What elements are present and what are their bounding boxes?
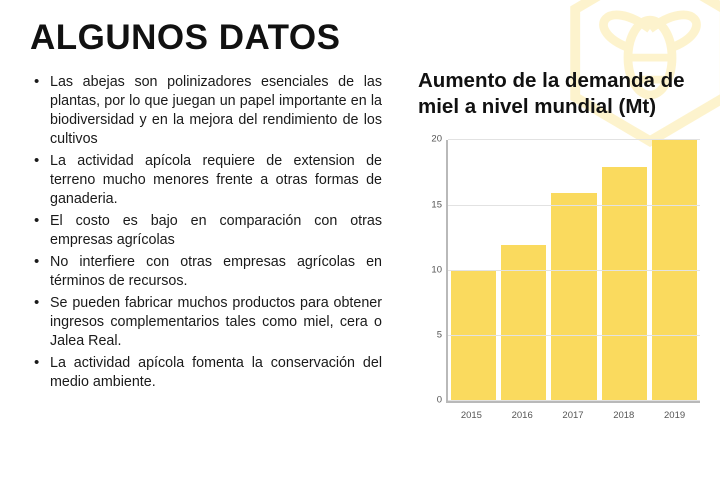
chart-bar <box>501 245 546 402</box>
list-item: • La actividad apícola requiere de extension de terreno mucho menores frente a otras formas de ganaderia. <box>48 152 382 209</box>
chart-x-tick-label: 2015 <box>460 409 482 421</box>
list-item: • Se pueden fabricar muchos productos para obtener ingresos complementarios tales como miel, cera o Jalea Real. <box>48 294 382 351</box>
list-item: • No interfiere con otras empresas agrícolas en términos de recursos. <box>48 253 382 291</box>
chart-gridline <box>436 394 700 406</box>
chart-gridline <box>431 264 700 276</box>
left-content-column <box>30 18 382 395</box>
chart-x-tick-label: 2019 <box>664 409 686 421</box>
chart-bar <box>602 167 647 402</box>
list-item: • Las abejas son polinizadores esenciales de las plantas, por lo que juegan un papel importante en la biodiversidad y en la mejora del rendimiento de los cultivos <box>48 73 382 149</box>
chart-y-tick-label: 5 <box>436 329 442 341</box>
chart-title: Aumento de la demanda de miel a nivel mundial (Mt) <box>418 69 685 119</box>
chart-x-tick-label: 2017 <box>562 409 584 421</box>
chart-x-tick-label: 2018 <box>613 409 635 421</box>
chart-bar-wrapper <box>551 140 596 401</box>
chart-gridline <box>436 329 700 341</box>
chart-gridline <box>431 199 700 211</box>
chart-plot-area <box>431 133 700 406</box>
chart-bar <box>652 140 697 401</box>
chart-bar <box>551 193 596 402</box>
list-item: • El costo es bajo en comparación con otras empresas agrícolas <box>48 212 382 250</box>
right-chart-column <box>418 68 698 425</box>
chart-gridline <box>431 133 700 145</box>
facts-bullet-list <box>30 73 382 392</box>
chart-y-tick-label: 20 <box>431 133 442 145</box>
page-title: ALGUNOS DATOS <box>30 18 341 57</box>
chart-y-tick-label: 15 <box>431 199 442 211</box>
chart-bars <box>448 140 700 401</box>
chart-x-axis-labels <box>446 405 700 425</box>
bar-chart <box>418 133 700 425</box>
chart-bar-wrapper <box>501 140 546 401</box>
chart-y-tick-label: 10 <box>431 264 442 276</box>
chart-y-tick-label: 0 <box>436 394 442 406</box>
chart-bar <box>451 271 496 402</box>
chart-x-tick-label: 2016 <box>511 409 533 421</box>
chart-bar-wrapper <box>451 140 496 401</box>
list-item: • La actividad apícola fomenta la conservación del medio ambiente. <box>48 354 382 392</box>
chart-bar-wrapper <box>602 140 647 401</box>
chart-bar-wrapper <box>652 140 697 401</box>
